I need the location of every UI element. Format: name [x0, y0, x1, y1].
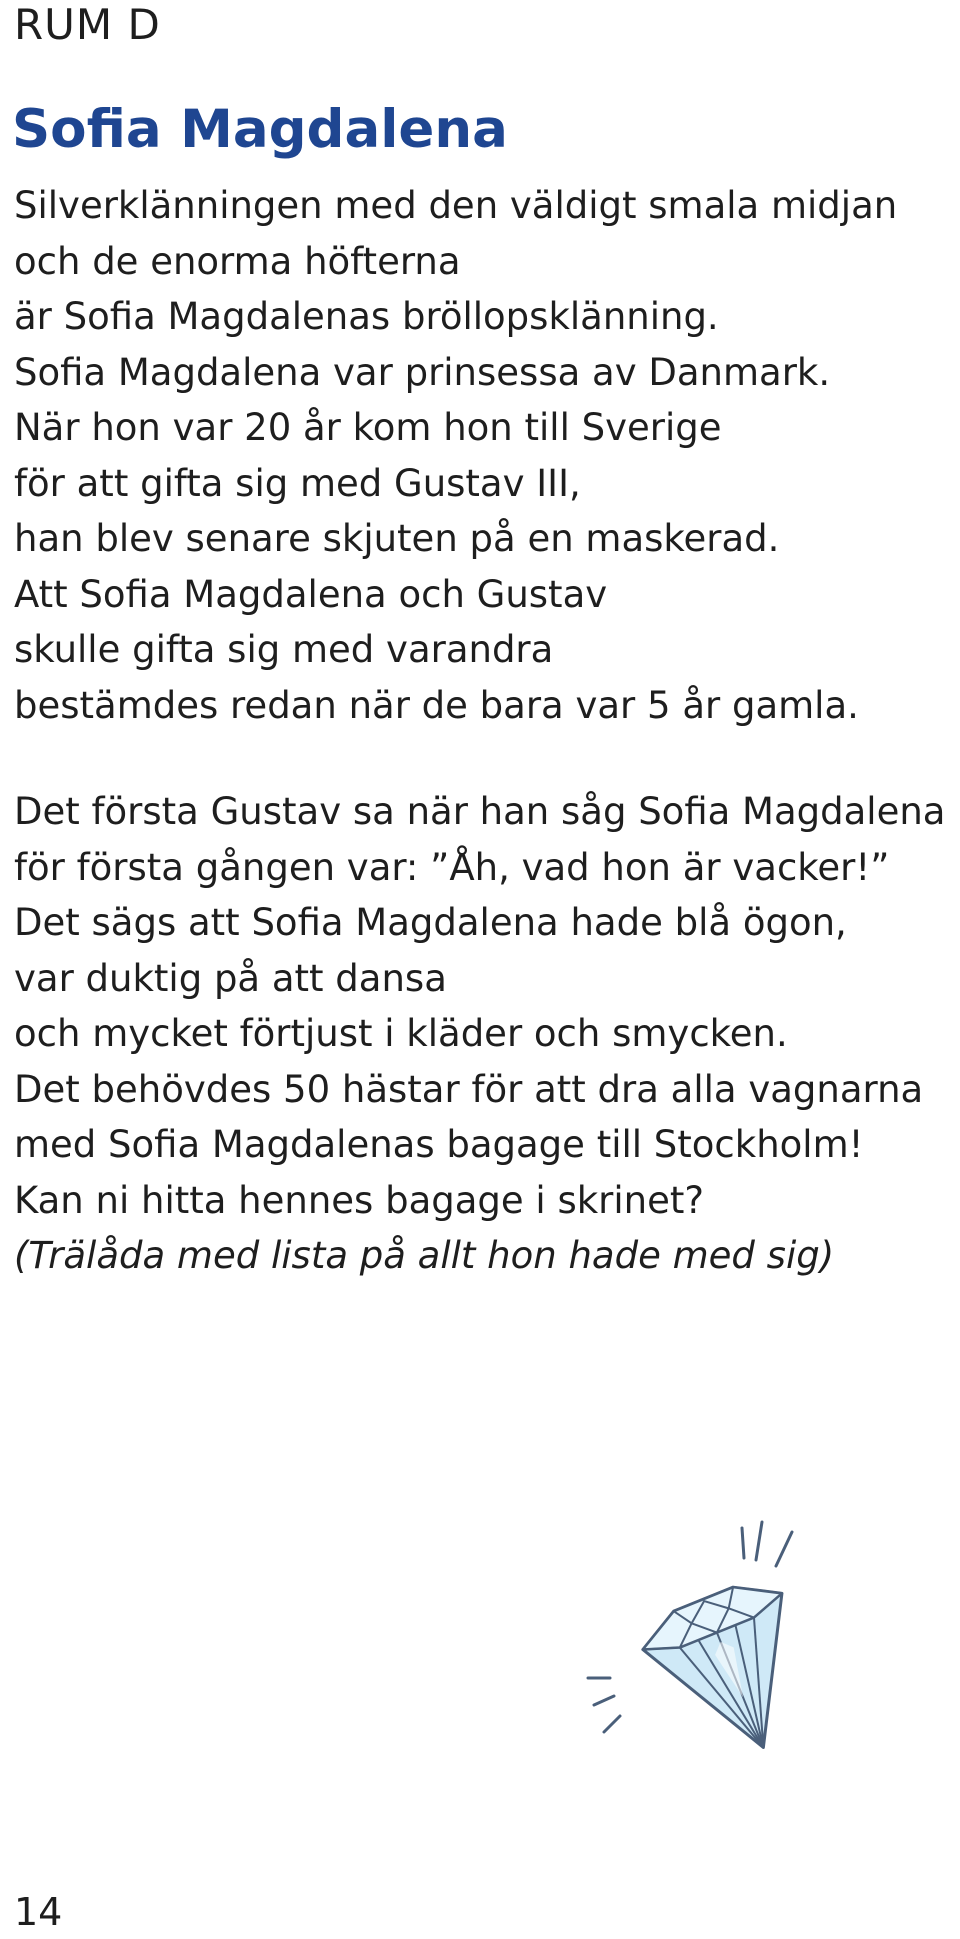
page-title: Sofia Magdalena	[12, 99, 508, 160]
paragraph-line: Silverklänningen med den väldigt smala midjan	[14, 184, 898, 227]
paragraph-line: Det behövdes 50 hästar för att dra alla vagnarna	[14, 1067, 924, 1111]
paragraph-line: och mycket förtjust i kläder och smycken.	[14, 1012, 788, 1055]
paragraph-line: är Sofia Magdalenas bröllopsklänning.	[14, 295, 719, 338]
section-label: RUM D	[14, 0, 161, 49]
paragraph-1	[14, 178, 897, 733]
paragraph-line: och de enorma höfterna	[14, 239, 461, 283]
paragraph-line: skulle gifta sig med varandra	[14, 628, 554, 671]
paragraph-line: När hon var 20 år kom hon till Sverige	[14, 406, 722, 449]
paragraph-line: med Sofia Magdalenas bagage till Stockholm!	[14, 1123, 864, 1166]
paragraph-line: var duktig på att dansa	[14, 956, 447, 1000]
paragraph-line: för första gången var: ”Åh, vad hon är vacker!”	[14, 845, 890, 889]
paragraph-line: han blev senare skjuten på en maskerad.	[14, 517, 780, 560]
page-number: 14	[14, 1890, 63, 1934]
paragraph-line: bestämdes redan när de bara var 5 år gamla.	[14, 683, 859, 727]
paragraph-line: Att Sofia Magdalena och Gustav	[14, 572, 608, 616]
paragraph-line: Sofia Magdalena var prinsessa av Danmark.	[14, 350, 831, 394]
paragraph-line: Kan ni hitta hennes bagage i skrinet?	[14, 1178, 705, 1222]
italic-note: (Trälåda med lista på allt hon hade med sig)	[14, 1234, 835, 1277]
paragraph-2	[14, 784, 945, 1284]
paragraph-line: Det sägs att Sofia Magdalena hade blå ögon,	[14, 901, 847, 944]
diamond-icon	[580, 1500, 880, 1800]
paragraph-line: Det första Gustav sa när han såg Sofia Magdalena	[14, 790, 946, 833]
paragraph-line: för att gifta sig med Gustav III,	[14, 461, 581, 505]
